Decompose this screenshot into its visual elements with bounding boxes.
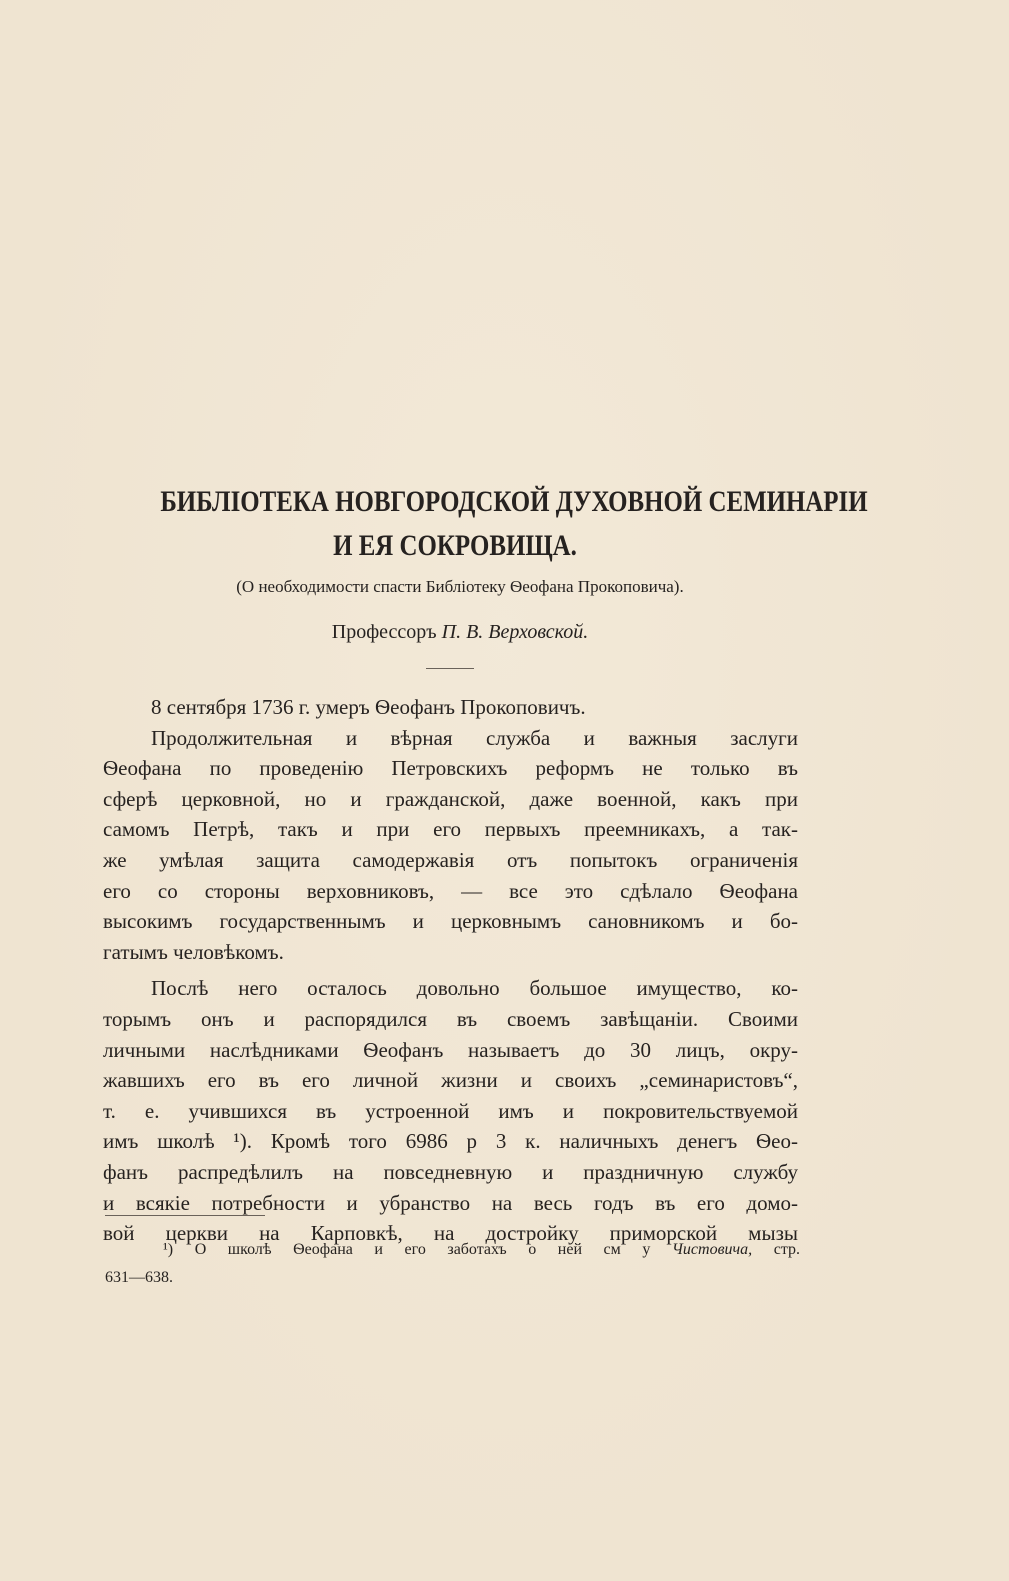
footnote-marker: ¹) [163,1241,174,1258]
body-line: жавшихъ его въ его личной жизни и своихъ „семинаристовъ“, [103,1068,798,1093]
footnote-line-2: 631—638. [105,1269,173,1286]
author-name: П. В. Верховской. [441,621,589,643]
footnote [105,1236,800,1292]
article-title-line-1: БИБЛІОТЕКА НОВГОРОДСКОЙ ДУХОВНОЙ СЕМИНАРІИ [160,485,868,518]
title-divider [426,668,474,669]
body-text [103,692,798,1249]
body-line: самомъ Петрѣ, такъ и при его первыхъ преемникахъ, а так- [103,817,798,842]
body-line: его со стороны верховниковъ, — все это сдѣлало Ѳеофана [103,878,798,903]
body-line: 8 сентября 1736 г. умеръ Ѳеофанъ Прокоповичъ. [151,695,586,719]
article-title-line-2: И ЕЯ СОКРОВИЩА. [333,529,577,562]
body-line: Ѳеофана по проведенію Петровскихъ реформъ не только въ [103,756,798,781]
article-subtitle: (О необходимости спасти Библіотеку Ѳеофана Прокоповича). [236,577,684,596]
footnote-author: Чистовича, [671,1241,753,1258]
footnote-divider [105,1215,265,1216]
body-line: т. е. учившихся въ устроенной имъ и покровительствуемой [103,1098,798,1123]
body-line: и всякіе потребности и убранство на весь годъ въ его домо- [103,1190,798,1215]
body-line: личными наслѣдниками Ѳеофанъ называетъ до 30 лицъ, окру- [103,1037,798,1062]
body-line: вой церкви на Карповкѣ, на достройку приморской мызы [103,1221,798,1246]
author-byline [250,621,670,644]
body-line: Продолжительная и вѣрная служба и важныя заслуги [151,725,798,750]
body-line: имъ школѣ ¹). Кромѣ того 6986 р 3 к. наличныхъ денегъ Ѳео- [103,1129,798,1154]
author-prefix: Профессоръ [331,621,437,643]
body-line: же умѣлая защита самодержавія отъ попытокъ ограниченія [103,847,798,872]
footnote-text: О школѣ Ѳеофана и его заботахъ о ней см у [194,1241,651,1258]
footnote-line-1 [105,1236,800,1264]
body-line: высокимъ государственнымъ и церковнымъ сановникомъ и бо- [103,909,798,934]
body-line: гатымъ человѣкомъ. [103,939,284,964]
body-line: Послѣ него осталось довольно большое имущество, ко- [151,976,798,1001]
body-line: фанъ распредѣлилъ на повседневную и праздничную службу [103,1159,798,1184]
footnote-page-label: стр. [773,1241,801,1258]
body-line: торымъ онъ и распорядился въ своемъ завѣщаніи. Своими [103,1006,798,1031]
body-line: сферѣ церковной, но и гражданской, даже военной, какъ при [103,786,798,811]
